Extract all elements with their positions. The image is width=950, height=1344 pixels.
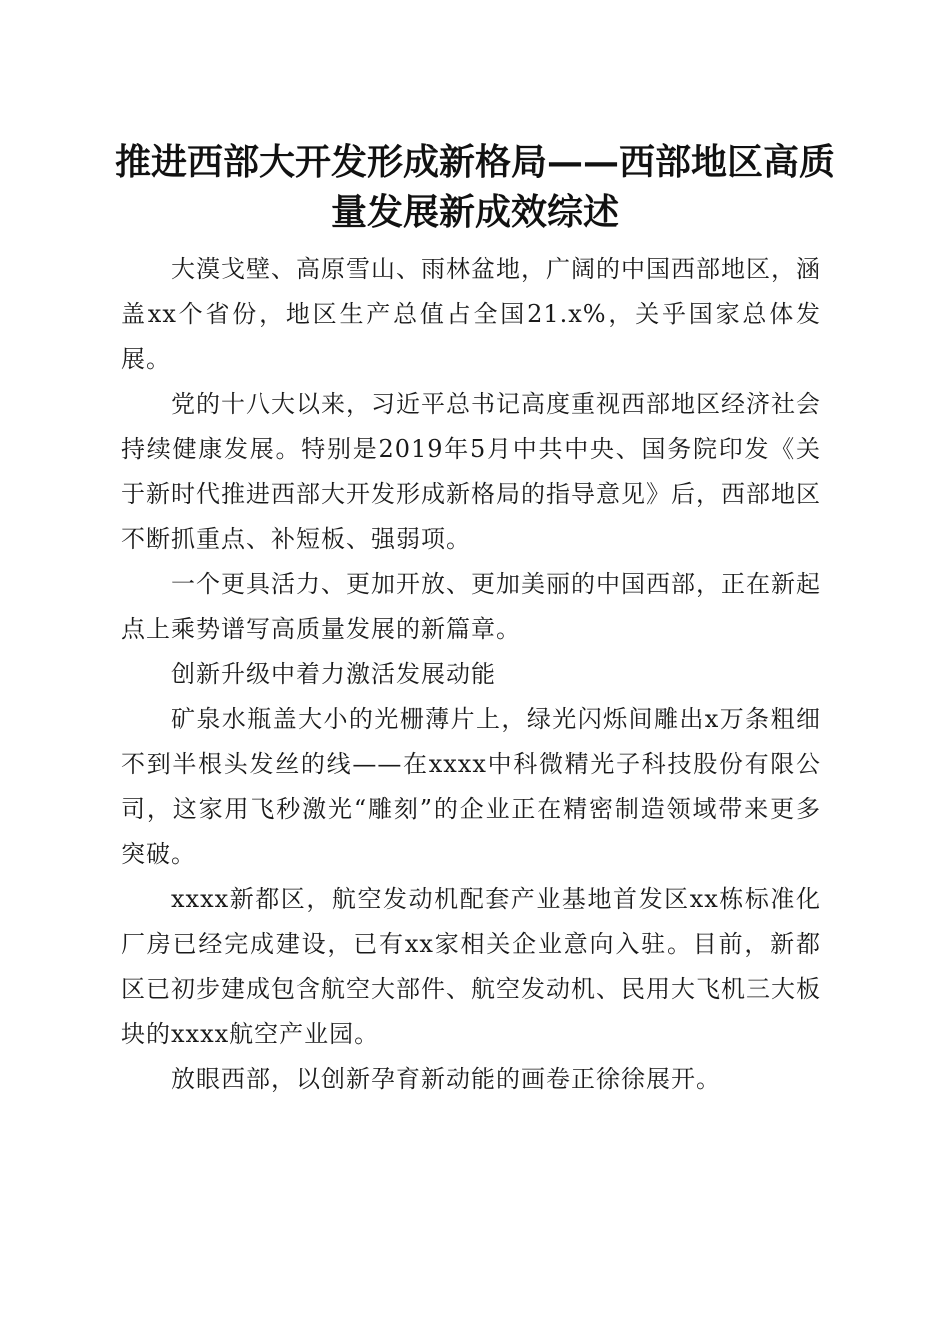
section-heading-innovation: 创新升级中着力激活发展动能 xyxy=(171,660,496,688)
paragraph-conclusion: 放眼西部，以创新孕育新动能的画卷正徐徐展开。 xyxy=(171,1065,721,1093)
paragraph-new-chapter: 一个更具活力、更加开放、更加美丽的中国西部，正在新起点上乘势谱写高质量发展的新篇章。 xyxy=(121,570,821,643)
paragraph-xindu-aviation: xxxx新都区，航空发动机配套产业基地首发区xx栋标准化厂房已经完成建设，已有xx家相关企业意向入驻。目前，新都区已初步建成包含航空大部件、航空发动机、民用大飞机三大板块的xxxx航空产业园。 xyxy=(121,885,821,1048)
paragraph-intro: 大漠戈壁、高原雪山、雨林盆地，广阔的中国西部地区，涵盖xx个省份，地区生产总值占全国21.x%，关乎国家总体发展。 xyxy=(121,255,821,373)
paragraph-policy: 党的十八大以来，习近平总书记高度重视西部地区经济社会持续健康发展。特别是2019年5月中共中央、国务院印发《关于新时代推进西部大开发形成新格局的指导意见》后，西部地区不断抓重点、补短板、强弱项。 xyxy=(121,390,821,553)
paragraph-laser-company: 矿泉水瓶盖大小的光栅薄片上，绿光闪烁间雕出x万条粗细不到半根头发丝的线——在xxxx中科微精光子科技股份有限公司，这家用飞秒激光“雕刻”的企业正在精密制造领域带来更多突破。 xyxy=(121,705,821,868)
document-body xyxy=(121,247,821,1102)
document-title: 推进西部大开发形成新格局——西部地区高质量发展新成效综述 xyxy=(114,141,835,233)
